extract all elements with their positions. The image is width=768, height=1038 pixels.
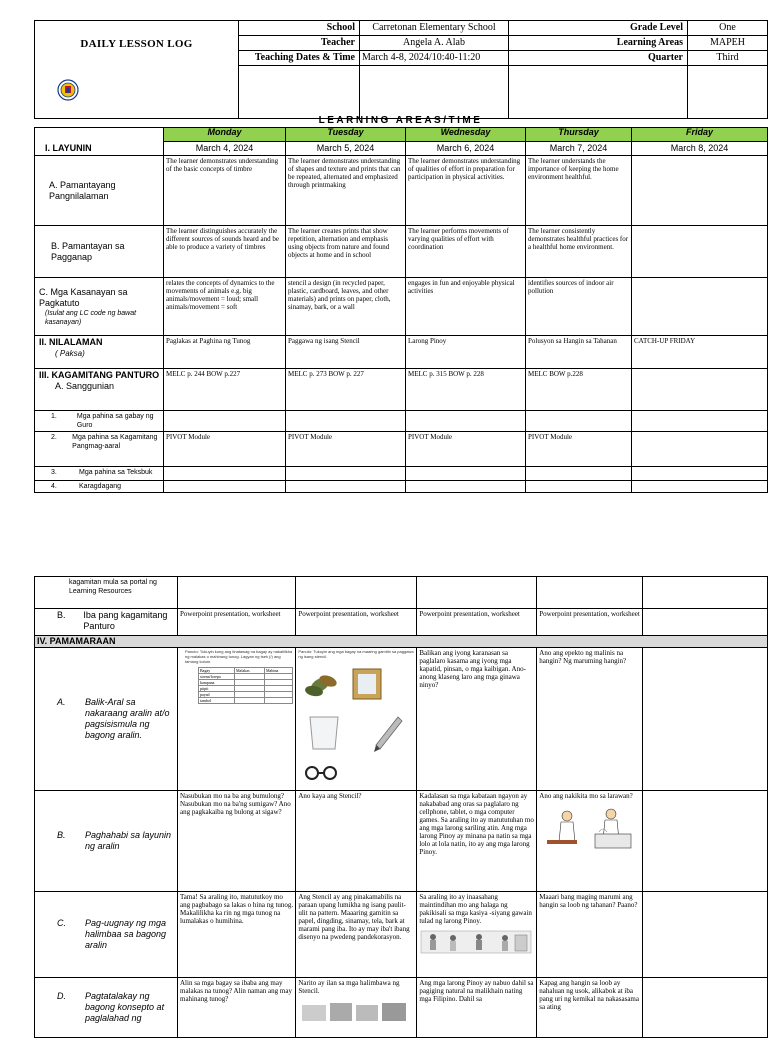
nilalaman-cell bbox=[35, 336, 164, 369]
talakay-friday bbox=[643, 978, 768, 1038]
pg-tuesday: The learner creates prints that show repetition, alternation and emphasis using objects from nature and found objects at home and in school bbox=[286, 226, 406, 278]
pg-monday: The learner distinguishes accurately the different sources of sounds heard and be able to produce a variety of timbres bbox=[164, 226, 286, 278]
day-header-tuesday: Tuesday bbox=[286, 128, 406, 142]
s4-wednesday bbox=[406, 481, 526, 493]
s1-thursday bbox=[526, 411, 632, 432]
date-monday: March 4, 2024 bbox=[164, 142, 286, 156]
sanggunian-item-1 bbox=[35, 411, 164, 432]
pg-friday bbox=[632, 226, 768, 278]
ks-wednesday: engages in fun and enjoyable physical activities bbox=[406, 278, 526, 336]
s1-tuesday bbox=[286, 411, 406, 432]
header-title-cell bbox=[35, 21, 239, 119]
km-thursday: PIVOT Module bbox=[526, 432, 632, 467]
day-header-friday: Friday bbox=[632, 128, 768, 142]
item-number: 4. bbox=[51, 483, 57, 490]
iba-pang-cell bbox=[35, 609, 178, 636]
s4-continued: kagamitan mula sa portal ng Learning Resources bbox=[35, 577, 178, 609]
melc-monday: MELC p. 244 BOW p.227 bbox=[164, 369, 286, 411]
sanggunian-item-3 bbox=[35, 467, 164, 481]
pg-wednesday: The learner performs movements of varying qualities of effort with coordination bbox=[406, 226, 526, 278]
teacher-label: Teacher bbox=[239, 36, 360, 51]
iba-wednesday: Powerpoint presentation, worksheet bbox=[417, 609, 537, 636]
date-wednesday: March 6, 2024 bbox=[406, 142, 526, 156]
balik-aral-letter: A. bbox=[57, 697, 66, 707]
ks-tuesday: stencil a design (in recycled paper, plastic, cardboard, leaves, and other materials) and prints on paper, cloth, sinamay, bark, or a wall bbox=[286, 278, 406, 336]
ws-row: pitpit bbox=[199, 686, 235, 692]
iba-tuesday: Powerpoint presentation, worksheet bbox=[296, 609, 417, 636]
km-monday: PIVOT Module bbox=[164, 432, 286, 467]
pencil-icon bbox=[374, 717, 402, 752]
balik-wednesday: Balikan ang iyong karanasan sa paglalaro kasama ang iyong mga kapatid, pinsan, o mga kaibigan. Ano-anong klaseng laro ang mga ginawa ninyo? bbox=[417, 648, 537, 791]
balik-friday bbox=[643, 648, 768, 791]
paghahabi-thursday-text: Ano ang nakikita mo sa larawan? bbox=[539, 792, 633, 800]
melc-tuesday: MELC p. 273 BOW p. 227 bbox=[286, 369, 406, 411]
talakay-thursday: Kapag ang hangin sa loob ay nahaluan ng usok, alikabok at iba pang uri ng kemikal na nakasasama sa ating bbox=[537, 978, 643, 1038]
melc-thursday: MELC BOW p.228 bbox=[526, 369, 632, 411]
ws-row: tambol bbox=[199, 698, 235, 704]
quarter-label: Quarter bbox=[509, 51, 688, 66]
ws-col-bagay: Bagay bbox=[199, 668, 235, 674]
leaves-icon bbox=[305, 673, 339, 697]
uugnay-friday bbox=[643, 892, 768, 978]
s4-monday bbox=[164, 481, 286, 493]
pag-uugnay-label: Pag-uugnay ng mga halimbaa sa bagong aralin bbox=[85, 918, 167, 950]
pp-wednesday: The learner demonstrates understanding of qualities of effort in preparation for participation in physical activities. bbox=[406, 156, 526, 226]
grade-label: Grade Level bbox=[509, 21, 688, 36]
balik-thursday: Ano ang epekto ng malinis na hangin? Ng maruming hangin? bbox=[537, 648, 643, 791]
s4-friday bbox=[632, 481, 768, 493]
s3-thursday bbox=[526, 467, 632, 481]
pp-tuesday: The learner demonstrates understanding of shapes and texture and prints that can be repeated, alternated and emphasized through printmaking bbox=[286, 156, 406, 226]
ks-friday bbox=[632, 278, 768, 336]
s4c-wednesday bbox=[417, 577, 537, 609]
item-number: 2. bbox=[51, 434, 57, 441]
pp-friday bbox=[632, 156, 768, 226]
pg-thursday: The learner consistently demonstrates healthful practices for a healthful home environment. bbox=[526, 226, 632, 278]
sanggunian-item-2 bbox=[35, 432, 164, 467]
balik-aral-cell bbox=[35, 648, 178, 791]
header-blank bbox=[360, 66, 509, 119]
pagtatalakay-letter: D. bbox=[57, 991, 66, 1001]
paghahabi-tuesday: Ano kaya ang Stencil? bbox=[296, 791, 417, 892]
s3-wednesday bbox=[406, 467, 526, 481]
s1-wednesday bbox=[406, 411, 526, 432]
larong-pinoy-illustration bbox=[419, 925, 533, 955]
kasanayan-note: (Isulat ang LC code ng bawat kasanayan) bbox=[45, 309, 137, 326]
nil-wednesday: Larong Pinoy bbox=[406, 336, 526, 369]
s3-monday bbox=[164, 467, 286, 481]
nil-monday: Paglakas at Paghina ng Tunog bbox=[164, 336, 286, 369]
uugnay-thursday: Maaari bang maging marumi ang hangin sa loob ng tahanan? Paano? bbox=[537, 892, 643, 978]
nilalaman-heading: II. NILALAMAN bbox=[39, 337, 103, 347]
kagamitan-heading: III. KAGAMITANG PANTURO bbox=[39, 370, 160, 380]
talakay-wednesday: Ang mga larong Pinoy ay nabuo dahil sa pagiging natural na malikhain nating mga Filipino. Dahil sa bbox=[417, 978, 537, 1038]
pp-monday: The learner demonstrates understanding of the basic concepts of timbre bbox=[164, 156, 286, 226]
sanggunian-item-4-label: Karagdagang bbox=[79, 483, 122, 490]
ks-thursday: identifies sources of indoor air pollution bbox=[526, 278, 632, 336]
iba-pang-label: Iba pang kagamitang Panturo bbox=[83, 610, 168, 631]
item-number: 3. bbox=[51, 469, 57, 476]
pagtatalakay-cell bbox=[35, 978, 178, 1038]
balik-monday bbox=[178, 648, 296, 791]
item-number: 1. bbox=[51, 413, 57, 420]
day-header-thursday: Thursday bbox=[526, 128, 632, 142]
header-blank bbox=[239, 66, 360, 119]
header-blank bbox=[509, 66, 688, 119]
stencil-items-illustration bbox=[298, 659, 414, 787]
glass-icon bbox=[310, 717, 338, 749]
teacher-value: Angela A. Alab bbox=[360, 36, 509, 51]
pagtatalakay-label: Pagtatalakay ng bagong konsepto at paglalahad ng bbox=[85, 991, 165, 1023]
paghahabi-cell bbox=[35, 791, 178, 892]
ws-col-mahina: Mahina bbox=[265, 668, 293, 674]
header-blank bbox=[688, 66, 768, 119]
s4c-thursday bbox=[537, 577, 643, 609]
sanggunian-item-4 bbox=[35, 481, 164, 493]
s4c-monday bbox=[178, 577, 296, 609]
melc-friday bbox=[632, 369, 768, 411]
paghahabi-friday bbox=[643, 791, 768, 892]
paghahabi-monday: Nasubukan mo na ba ang bumulong? Nasubukan mo na ba'ng sumigaw? Ano ang pagkakaiba ng bulong at sigaw? bbox=[178, 791, 296, 892]
pag-uugnay-cell bbox=[35, 892, 178, 978]
sanggunian-item-1-label: Mga pahina sa gabay ng Guro bbox=[76, 413, 154, 429]
paghahabi-wednesday: Kadalasan sa mga kabataan ngayon ay nakababad ang oras sa paglalaro ng cellphone, tablet, o mga computer games. Sa araling ito ay matututuhan mo ang mga larong sariling atin. Ang mga larong Pinoy ay minana pa natin sa mga lolo at lola natin, ito ay ang mga larong Pinoy. bbox=[417, 791, 537, 892]
km-tuesday: PIVOT Module bbox=[286, 432, 406, 467]
grade-value: One bbox=[688, 21, 768, 36]
pamamaraan-heading: IV. PAMAMARAAN bbox=[35, 636, 768, 648]
header-table bbox=[34, 20, 768, 119]
areas-label: Learning Areas bbox=[509, 36, 688, 51]
s1-monday bbox=[164, 411, 286, 432]
learning-areas-caption: LEARNING AREAS/TIME bbox=[318, 115, 483, 126]
lesson-table-top bbox=[34, 127, 768, 493]
stencil-examples-illustration bbox=[298, 1001, 412, 1021]
km-wednesday: PIVOT Module bbox=[406, 432, 526, 467]
s4c-friday bbox=[643, 577, 768, 609]
uugnay-wednesday bbox=[417, 892, 537, 978]
s4-thursday bbox=[526, 481, 632, 493]
sanggunian-label: A. Sanggunian bbox=[55, 381, 115, 391]
day-header-monday: Monday bbox=[164, 128, 286, 142]
school-label: School bbox=[239, 21, 360, 36]
pamantayang-pangnilalaman-label: A. Pamantayang Pangnilalaman bbox=[35, 156, 164, 226]
layunin-heading: I. LAYUNIN bbox=[35, 128, 164, 156]
talakay-monday: Alin sa mga bagay sa ibaba ang may malakas na tunog? Alin naman ang may mahinang tunog? bbox=[178, 978, 296, 1038]
lesson-table-bottom bbox=[34, 576, 768, 1038]
ws-row: kampana bbox=[199, 680, 235, 686]
kasanayan-label: C. Mga Kasanayan sa Pagkatuto bbox=[39, 286, 128, 308]
uugnay-monday: Tama! Sa araling ito, matututkoy mo ang pagbabago sa lakas o hina ng tunog. Makalilikha ka rin ng mga tunog na lumalakas o humihina. bbox=[178, 892, 296, 978]
kasanayan-label-cell bbox=[35, 278, 164, 336]
iba-friday bbox=[643, 609, 768, 636]
school-value: Carretonan Elementary School bbox=[360, 21, 509, 36]
day-header-wednesday: Wednesday bbox=[406, 128, 526, 142]
frame-icon bbox=[353, 669, 381, 699]
areas-value: MAPEH bbox=[688, 36, 768, 51]
ks-monday: relates the concepts of dynamics to the movements of animals e.g. big animals/movement = loud; small animals/movement = soft bbox=[164, 278, 286, 336]
s3-tuesday bbox=[286, 467, 406, 481]
paghahabi-thursday bbox=[537, 791, 643, 892]
balik-aral-label: Balik-Aral sa nakaraang aralin at/o pagsisismula ng bagong aralin. bbox=[85, 697, 170, 740]
s4-tuesday bbox=[286, 481, 406, 493]
pag-uugnay-letter: C. bbox=[57, 918, 66, 928]
date-tuesday: March 5, 2024 bbox=[286, 142, 406, 156]
s3-friday bbox=[632, 467, 768, 481]
eyeglasses-icon bbox=[306, 767, 336, 779]
deped-seal-icon bbox=[57, 79, 79, 101]
paghahabi-letter: B. bbox=[57, 830, 66, 840]
nil-tuesday: Paggawa ng isang Stencil bbox=[286, 336, 406, 369]
paksa-label: ( Paksa) bbox=[55, 349, 85, 358]
uugnay-tuesday: Ang Stencil ay ang pinakamabilis na paraan upang lumikha ng isang paulit-ulit na pattern. Maaaring gamitin sa papel, dingding, sinamay, tela, bark at marami pang iba. Ito ay may iba't ibang disenyo na pwedeng pandekorasyon. bbox=[296, 892, 417, 978]
melc-wednesday: MELC p. 315 BOW p. 228 bbox=[406, 369, 526, 411]
nil-friday: CATCH-UP FRIDAY bbox=[632, 336, 768, 369]
dates-value: March 4-8, 2024/10:40-11:20 bbox=[360, 51, 509, 66]
page-title: DAILY LESSON LOG bbox=[80, 38, 193, 50]
household-illustration bbox=[539, 804, 639, 856]
dates-label: Teaching Dates & Time bbox=[239, 51, 360, 66]
iba-thursday: Powerpoint presentation, worksheet bbox=[537, 609, 643, 636]
iba-monday: Powerpoint presentation, worksheet bbox=[178, 609, 296, 636]
s4c-tuesday bbox=[296, 577, 417, 609]
kagamitan-cell bbox=[35, 369, 164, 411]
uugnay-wednesday-text: Sa araling ito ay inaasahang maintindihan mo ang halaga ng pakikisali sa mga kasiya -siyang gawain tulad ng larong Pinoy. bbox=[419, 893, 532, 925]
pamantayan-pagganap-label: B. Pamantayan sa Pagganap bbox=[35, 226, 164, 278]
ws-row: payad bbox=[199, 692, 235, 698]
balik-tuesday bbox=[296, 648, 417, 791]
talakay-tuesday bbox=[296, 978, 417, 1038]
date-thursday: March 7, 2024 bbox=[526, 142, 632, 156]
ws-row: sirena/lorepa bbox=[199, 674, 235, 680]
worksheet-table bbox=[198, 667, 293, 704]
worksheet-instruction: Panuto: Tukuyin kung ang tinatawag na bagay ay nakalilikha ng malakas o mahinang tunog. Lagyan ng tsek (/) ang tamang kolum. bbox=[185, 649, 293, 664]
paghahabi-label: Paghahabi sa layunin ng aralin bbox=[85, 830, 172, 851]
nil-thursday: Polusyon sa Hangin sa Tahanan bbox=[526, 336, 632, 369]
talakay-tuesday-text: Narito ay ilan sa mga halimbawa ng Stencil. bbox=[298, 979, 400, 995]
sanggunian-item-3-label: Mga pahina sa Teksbuk bbox=[79, 469, 153, 476]
worksheet-instruction-tue: Panuto: Tukuyin ang mga bagay na maaring gamitin sa paggawa ng isang stencil. bbox=[298, 649, 414, 659]
sanggunian-item-2-label: Mga pahina sa Kagamitang Pangmag-aaral bbox=[72, 434, 158, 450]
km-friday bbox=[632, 432, 768, 467]
quarter-value: Third bbox=[688, 51, 768, 66]
iba-pang-letter: B. bbox=[57, 610, 66, 620]
pp-thursday: The learner understands the importance of keeping the home environment healthful. bbox=[526, 156, 632, 226]
ws-col-malakas: Malakas bbox=[235, 668, 265, 674]
s1-friday bbox=[632, 411, 768, 432]
date-friday: March 8, 2024 bbox=[632, 142, 768, 156]
